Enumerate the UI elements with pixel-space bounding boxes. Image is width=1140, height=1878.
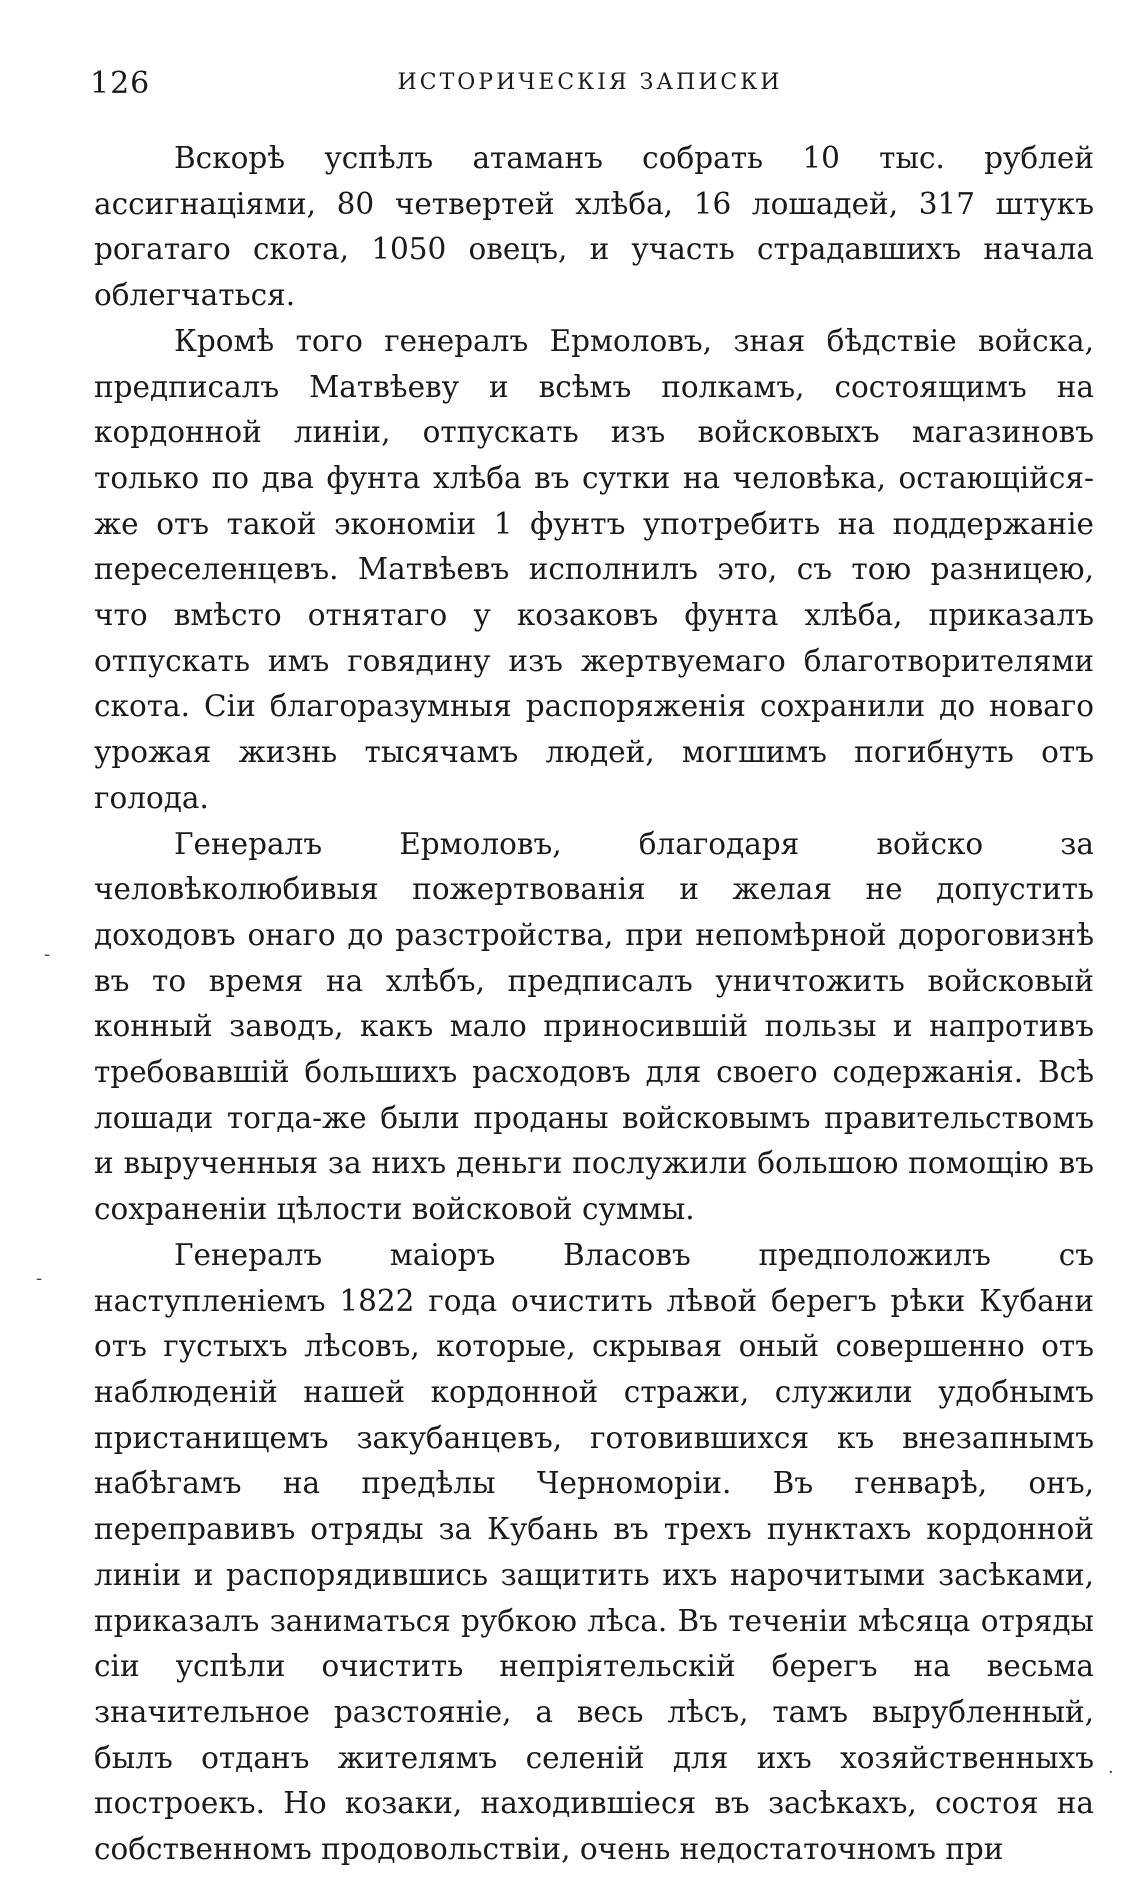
margin-speck: · — [1108, 1762, 1114, 1783]
paragraph-1: Вскорѣ успѣлъ атаманъ собрать 10 тыс. рублей ассигнаціями, 80 четвертей хлѣба, 16 лошадей, 317 штукъ рогатаго скота, 1050 овецъ, и участь страдавшихъ начала облегчаться. — [94, 141, 1094, 313]
paragraph-2: Кромѣ того генералъ Ермоловъ, зная бѣдствіе войска, предписалъ Матвѣеву и всѣмъ полкамъ, состоящимъ на кордонной линіи, отпускать изъ войсковыхъ магазиновъ только по два фунта хлѣба въ сутки на человѣка, остающійся-же отъ такой экономіи 1 фунтъ употребить на поддержаніе переселенцевъ. Матвѣевъ исполнилъ это, съ тою разницею, что вмѣсто отнятаго у козаковъ фунта хлѣба, приказалъ отпускать имъ говядину изъ жертвуемаго благотворителями скота. Сіи благоразумныя распоряженія сохранили до новаго урожая жизнь тысячамъ людей, могшимъ погибнуть отъ голода. — [94, 323, 1094, 815]
margin-speck: - — [44, 944, 51, 965]
margin-speck: - — [36, 1268, 43, 1289]
paragraph-4: Генералъ маіоръ Власовъ предположилъ съ наступленіемъ 1822 года очистить лѣвой берегъ рѣки Кубани отъ густыхъ лѣсовъ, которые, скрывая оный совершенно отъ наблюденій нашей кордонной стражи, служили удобнымъ пристанищемъ закубанцевъ, готовившихся къ внезапнымъ набѣгамъ на предѣлы Черноморіи. Въ генварѣ, онъ, переправивъ отряды за Кубань въ трехъ пунктахъ кордонной линіи и распорядившись защитить ихъ нарочитыми засѣками, приказалъ заниматься рубкою лѣса. Въ теченіи мѣсяца отряды сіи успѣли очистить непріятельскій берегъ на весьма значительное разстояніе, а весь лѣсъ, тамъ вырубленный, былъ отданъ жителямъ селеній для ихъ хозяйственныхъ построекъ. Но козаки, находившіеся въ засѣкахъ, состоя на собственномъ продовольствіи, очень недостаточномъ при — [94, 1237, 1094, 1867]
page-header — [90, 66, 1090, 106]
running-head: ИСТОРИЧЕСКІЯ ЗАПИСКИ — [397, 70, 783, 95]
page-number: 126 — [90, 66, 151, 101]
body-text — [94, 136, 1094, 1873]
paragraph-3: Генералъ Ермоловъ, благодаря войско за человѣколюбивыя пожертвованія и желая не допустить доходовъ онаго до разстройства, при непомѣрной дороговизнѣ въ то время на хлѣбъ, предписалъ уничтожить войсковый конный заводъ, какъ мало приносившій пользы и напротивъ требовавшій большихъ расходовъ для своего содержанія. Всѣ лошади тогда-же были проданы войсковымъ правительствомъ и вырученныя за нихъ деньги послужили большою помощію въ сохраненіи цѣлости войсковой суммы. — [94, 826, 1094, 1227]
